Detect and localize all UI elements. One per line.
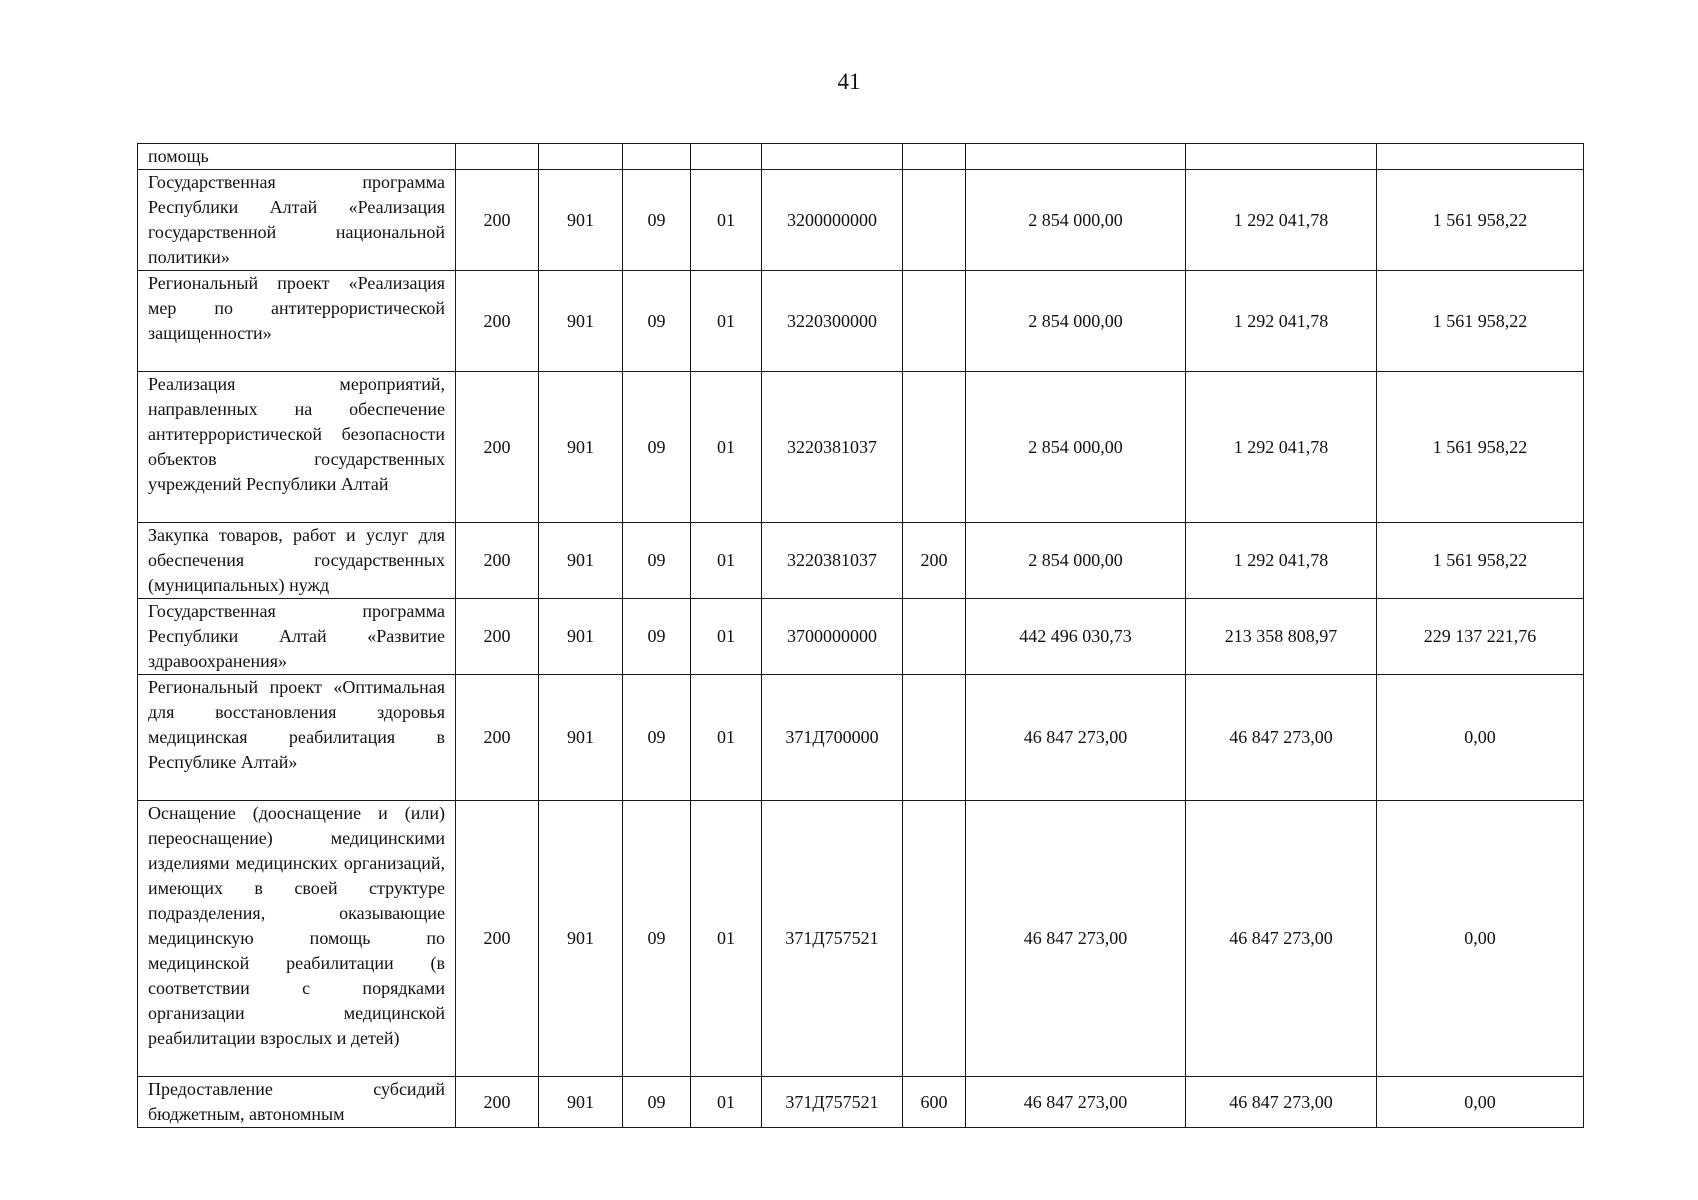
table-row xyxy=(138,144,1584,170)
cell-executed: 1 292 041,78 xyxy=(1186,271,1377,372)
cell-code: 901 xyxy=(539,372,623,523)
cell-executed xyxy=(1186,144,1377,170)
cell-ministry: 200 xyxy=(456,523,539,599)
cell-section: 09 xyxy=(623,372,691,523)
cell-ministry: 200 xyxy=(456,170,539,271)
cell-target: 3700000000 xyxy=(762,599,903,675)
table-row xyxy=(138,675,1584,801)
cell-plan: 442 496 030,73 xyxy=(966,599,1186,675)
cell-subsection: 01 xyxy=(691,599,762,675)
cell-subsection: 01 xyxy=(691,170,762,271)
table-row xyxy=(138,801,1584,1077)
cell-unexecuted xyxy=(1377,144,1584,170)
cell-subsection: 01 xyxy=(691,523,762,599)
cell-plan: 2 854 000,00 xyxy=(966,170,1186,271)
cell-section xyxy=(623,144,691,170)
cell-executed: 46 847 273,00 xyxy=(1186,801,1377,1077)
cell-executed: 1 292 041,78 xyxy=(1186,170,1377,271)
cell-executed: 46 847 273,00 xyxy=(1186,1077,1377,1128)
cell-name: помощь xyxy=(138,144,456,170)
cell-expense xyxy=(903,372,966,523)
cell-section: 09 xyxy=(623,599,691,675)
budget-table xyxy=(137,143,1584,1128)
cell-unexecuted: 1 561 958,22 xyxy=(1377,271,1584,372)
cell-code: 901 xyxy=(539,1077,623,1128)
cell-executed: 213 358 808,97 xyxy=(1186,599,1377,675)
cell-subsection xyxy=(691,144,762,170)
cell-ministry: 200 xyxy=(456,372,539,523)
table-row xyxy=(138,599,1584,675)
cell-target: 3220381037 xyxy=(762,523,903,599)
cell-expense xyxy=(903,170,966,271)
table-row xyxy=(138,523,1584,599)
cell-code: 901 xyxy=(539,170,623,271)
cell-name: Региональный проект «Реализация мер по антитеррористической защищенности» xyxy=(138,271,456,372)
cell-plan: 46 847 273,00 xyxy=(966,1077,1186,1128)
cell-name: Государственная программа Республики Алтай «Реализация государственной национальной политики» xyxy=(138,170,456,271)
table-row xyxy=(138,170,1584,271)
cell-unexecuted: 1 561 958,22 xyxy=(1377,523,1584,599)
cell-executed: 46 847 273,00 xyxy=(1186,675,1377,801)
cell-code: 901 xyxy=(539,599,623,675)
cell-executed: 1 292 041,78 xyxy=(1186,372,1377,523)
cell-target: 371Д757521 xyxy=(762,1077,903,1128)
table-row xyxy=(138,271,1584,372)
cell-ministry: 200 xyxy=(456,801,539,1077)
cell-plan xyxy=(966,144,1186,170)
cell-unexecuted: 0,00 xyxy=(1377,801,1584,1077)
cell-name: Государственная программа Республики Алтай «Развитие здравоохранения» xyxy=(138,599,456,675)
cell-name: Предоставление субсидий бюджетным, автономным xyxy=(138,1077,456,1128)
cell-unexecuted: 0,00 xyxy=(1377,1077,1584,1128)
cell-unexecuted: 1 561 958,22 xyxy=(1377,372,1584,523)
cell-ministry: 200 xyxy=(456,599,539,675)
cell-target: 371Д757521 xyxy=(762,801,903,1077)
cell-code: 901 xyxy=(539,271,623,372)
cell-section: 09 xyxy=(623,801,691,1077)
cell-plan: 46 847 273,00 xyxy=(966,801,1186,1077)
cell-target: 3200000000 xyxy=(762,170,903,271)
cell-section: 09 xyxy=(623,523,691,599)
cell-unexecuted: 229 137 221,76 xyxy=(1377,599,1584,675)
cell-plan: 2 854 000,00 xyxy=(966,523,1186,599)
cell-code: 901 xyxy=(539,675,623,801)
cell-code xyxy=(539,144,623,170)
cell-expense: 200 xyxy=(903,523,966,599)
cell-ministry: 200 xyxy=(456,675,539,801)
cell-plan: 2 854 000,00 xyxy=(966,372,1186,523)
cell-name: Закупка товаров, работ и услуг для обеспечения государственных (муниципальных) нужд xyxy=(138,523,456,599)
cell-name: Оснащение (дооснащение и (или) переоснащение) медицинскими изделиями медицинских организаций, имеющих в своей структуре подразделения, оказывающие медицинскую помощь по медицинской реабилитации (в соответствии с порядками организации медицинской реабилитации взрослых и детей) xyxy=(138,801,456,1077)
cell-ministry: 200 xyxy=(456,271,539,372)
cell-target: 3220300000 xyxy=(762,271,903,372)
cell-section: 09 xyxy=(623,170,691,271)
cell-subsection: 01 xyxy=(691,372,762,523)
cell-expense xyxy=(903,144,966,170)
table-row xyxy=(138,372,1584,523)
cell-expense xyxy=(903,675,966,801)
cell-section: 09 xyxy=(623,675,691,801)
cell-name: Реализация мероприятий, направленных на обеспечение антитеррористической безопасности объектов государственных учреждений Республики Алтай xyxy=(138,372,456,523)
cell-subsection: 01 xyxy=(691,801,762,1077)
cell-name: Региональный проект «Оптимальная для восстановления здоровья медицинская реабилитация в Республике Алтай» xyxy=(138,675,456,801)
cell-code: 901 xyxy=(539,801,623,1077)
cell-unexecuted: 0,00 xyxy=(1377,675,1584,801)
cell-section: 09 xyxy=(623,1077,691,1128)
cell-executed: 1 292 041,78 xyxy=(1186,523,1377,599)
cell-section: 09 xyxy=(623,271,691,372)
cell-subsection: 01 xyxy=(691,271,762,372)
cell-unexecuted: 1 561 958,22 xyxy=(1377,170,1584,271)
cell-ministry: 200 xyxy=(456,1077,539,1128)
cell-subsection: 01 xyxy=(691,675,762,801)
cell-target: 3220381037 xyxy=(762,372,903,523)
cell-expense xyxy=(903,599,966,675)
cell-expense: 600 xyxy=(903,1077,966,1128)
cell-subsection: 01 xyxy=(691,1077,762,1128)
cell-ministry xyxy=(456,144,539,170)
table-row xyxy=(138,1077,1584,1128)
cell-plan: 2 854 000,00 xyxy=(966,271,1186,372)
cell-expense xyxy=(903,271,966,372)
cell-target: 371Д700000 xyxy=(762,675,903,801)
cell-target xyxy=(762,144,903,170)
cell-plan: 46 847 273,00 xyxy=(966,675,1186,801)
page-number: 41 xyxy=(837,69,861,94)
cell-expense xyxy=(903,801,966,1077)
cell-code: 901 xyxy=(539,523,623,599)
